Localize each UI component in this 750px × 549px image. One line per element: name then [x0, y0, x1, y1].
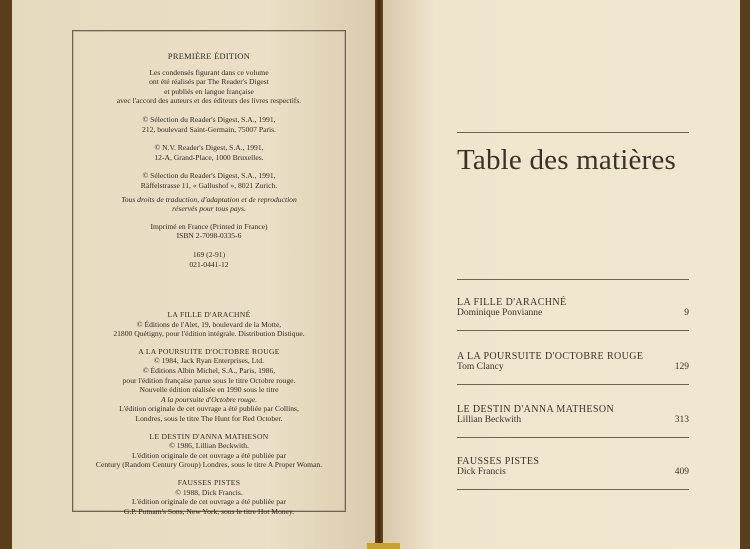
toc-entry-page: 9: [684, 308, 689, 318]
toc-entry-page: 129: [674, 362, 689, 372]
credit-line: Nouvelle édition réalisée en 1990 sous le titre: [139, 385, 279, 395]
isbn-line: ISBN 2-7098-0335-6: [176, 231, 242, 241]
code-line: 021-0441-12: [189, 259, 229, 269]
printed-line: Imprimé en France (Printed in France): [150, 221, 268, 231]
toc-entry[interactable]: [457, 351, 689, 373]
toc-entry-author: Tom Clancy: [457, 362, 504, 372]
credit-line: © 1984, Jack Ryan Enterprises, Ltd.: [153, 356, 265, 366]
copyright-line: © Sélection du Reader's Digest, S.A., 1991,: [142, 114, 276, 124]
toc-entry[interactable]: [457, 297, 689, 319]
toc-entry-title: LA FILLE D'ARACHNÉ: [457, 297, 567, 308]
toc-entry-page: 313: [674, 415, 689, 425]
credit-line: L'édition originale de cet ouvrage a été publiée par Collins,: [119, 404, 299, 414]
toc-entry[interactable]: [457, 404, 689, 426]
credit-line: © 1988, Dick Francis.: [175, 487, 243, 497]
copyright-line: 12-A, Grand-Place, 1000 Bruxelles.: [154, 152, 264, 162]
credit-title: LE DESTIN D'ANNA MATHESON: [149, 431, 269, 441]
entry-rule: [457, 384, 689, 385]
credit-line: 21800 Quétigny, pour l'édition intégrale. Distribution Distique.: [113, 329, 305, 339]
toc-entry-title: A LA POURSUITE D'OCTOBRE ROUGE: [457, 351, 644, 362]
credit-line: L'édition originale de cet ouvrage a été publiée par: [131, 450, 287, 460]
copyright-line: Räffelstrasse 11, « Gallushof », 8021 Zurich.: [140, 180, 278, 190]
entry-rule: [457, 437, 689, 438]
toc-entry-author: Dick Francis: [457, 467, 506, 477]
credit-line: Century (Random Century Group) Londres, sous le titre A Proper Woman.: [95, 460, 323, 470]
credit-title: FAUSSES PISTES: [177, 477, 241, 487]
ribbon-bookmark: [386, 543, 400, 549]
credit-line: L'édition originale de cet ouvrage a été publiée par: [131, 497, 287, 507]
entry-rule: [457, 489, 689, 490]
credit-title: A LA POURSUITE D'OCTOBRE ROUGE: [138, 346, 280, 356]
toc-entry[interactable]: [457, 456, 689, 478]
copyright-line: 212, boulevard Saint-Germain, 75007 Paris.: [142, 124, 276, 134]
code-line: 169 (2-91): [192, 249, 226, 259]
credit-line: Londres, sous le titre The Hunt for Red October.: [135, 413, 283, 423]
intro-line: ont été réalisés par The Reader's Digest: [149, 77, 269, 87]
edition-block: [78, 52, 340, 269]
credit-line: pour l'édition française parue sous le titre Octobre rouge.: [122, 375, 296, 385]
credit-line: A la poursuite d'Octobre rouge.: [160, 394, 258, 404]
intro-line: et publiés en langue française: [164, 86, 254, 96]
title-bottom-rule: [457, 279, 689, 280]
copyright-line: © N.V. Reader's Digest, S.A., 1991,: [154, 143, 264, 153]
entry-rule: [457, 330, 689, 331]
title-top-rule: [457, 132, 689, 133]
rights-line: Tous droits de traduction, d'adaptation et de reproduction: [121, 194, 297, 204]
toc-entry-author: Lillian Beckwith: [457, 415, 522, 425]
page-title: Table des matières: [457, 144, 676, 176]
rights-line: réservés pour tous pays.: [172, 204, 246, 214]
credit-title: LA FILLE D'ARACHNÉ: [167, 310, 251, 319]
edition-label: PREMIÈRE ÉDITION: [167, 52, 251, 61]
book-gutter: [375, 0, 383, 549]
toc-entry-title: LE DESTIN D'ANNA MATHESON: [457, 404, 615, 415]
toc-entry-title: FAUSSES PISTES: [457, 456, 540, 467]
intro-line: Les condensés figurant dans ce volume: [149, 67, 269, 77]
intro-line: avec l'accord des auteurs et des éditeurs des livres respectifs.: [116, 96, 302, 106]
credit-line: © Éditions de l'Alet, 19, boulevard de la Motte,: [136, 319, 282, 329]
toc-entry-page: 409: [674, 467, 689, 477]
toc-entry-author: Dominique Ponvianne: [457, 308, 543, 318]
credit-line: G.P. Putnam's Sons, New York, sous le titre Hot Money.: [123, 506, 295, 516]
copyright-line: © Sélection du Reader's Digest, S.A., 1991,: [142, 171, 276, 181]
credit-line: © 1986, Lillian Beckwith.: [169, 441, 249, 451]
book-credits-block: [78, 310, 340, 516]
credit-line: © Éditions Albin Michel, S.A., Paris, 1986,: [142, 365, 276, 375]
